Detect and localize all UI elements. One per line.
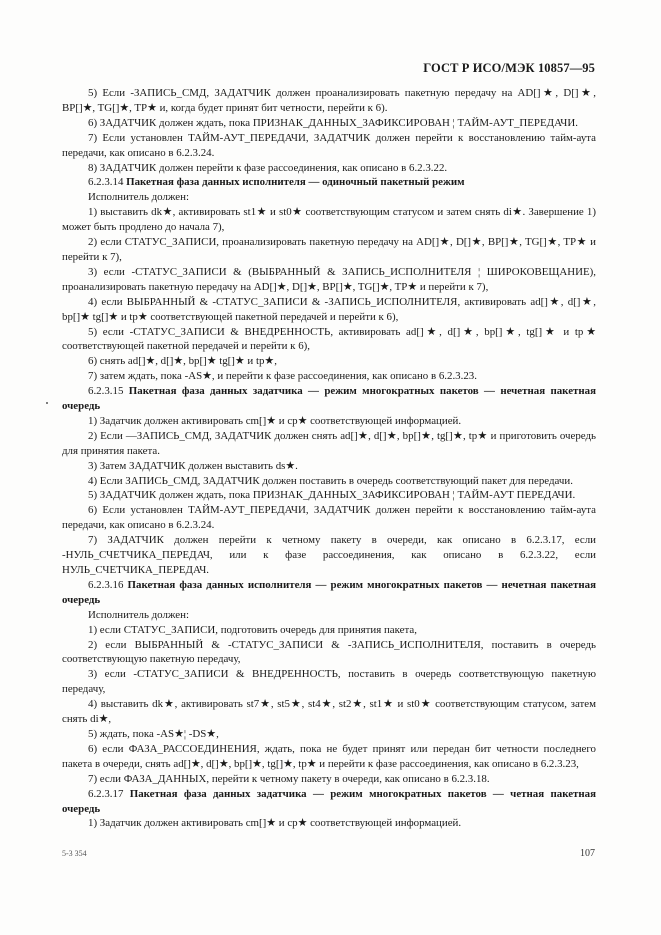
paragraph: 2) если ВЫБРАННЫЙ & -СТАТУС_ЗАПИСИ & -ЗАПИСЬ_ИСПОЛНИТЕЛЯ, поставить в очередь соответствующую пакетную передачу, — [62, 638, 596, 666]
paragraph: 5) ждать, пока -AS★¦ -DS★, — [88, 727, 219, 740]
paragraph: 2) если СТАТУС_ЗАПИСИ, проанализировать пакетную передачу на AD[]★, D[]★, BP[]★, TG[]★, TP★ и перейти к 7), — [62, 236, 596, 263]
paragraph: 1) Задатчик должен активировать cm[]★ и cp★ соответствующей информацией. — [88, 817, 462, 830]
document-body — [62, 86, 596, 831]
section-title: Пакетная фаза данных задатчика — режим многократных пакетов — нечетная пакетная очередь — [62, 385, 596, 413]
paragraph: 1) если СТАТУС_ЗАПИСИ, подготовить очередь для принятия пакета, — [88, 623, 417, 636]
section-number: 6.2.3.15 — [88, 385, 124, 398]
section-number: 6.2.3.17 — [88, 787, 124, 800]
paragraph: 4) выставить dk★, активировать st7★, st5★, st4★, st2★, st1★ и st0★ соответствующим статусом, затем снять di★, — [62, 698, 596, 726]
section-number: 6.2.3.14 — [88, 176, 124, 189]
paragraph: 6) ЗАДАТЧИК должен ждать, пока ПРИЗНАК_ДАННЫХ_ЗАФИКСИРОВАН ¦ ТАЙМ-АУТ_ПЕРЕДАЧИ. — [88, 116, 578, 129]
section-heading — [62, 787, 596, 817]
paragraph: 1) выставить dk★, активировать st1★ и st0★ соответствующим статусом и затем снять di★. Завершение 1) может быть продлено до начала 7), — [62, 206, 596, 234]
paragraph: Исполнитель должен: — [88, 191, 189, 204]
paragraph: 5) Если -ЗАПИСЬ_СМД, ЗАДАТЧИК должен проанализировать пакетную передачу на AD[]★, D[]★, BP[]★, TG[]★, TP★ и, когда будет принят бит четности, перейти к 6). — [62, 87, 596, 114]
standard-header: ГОСТ Р ИСО/МЭК 10857—95 — [423, 61, 595, 75]
paragraph: 3) если -СТАТУС_ЗАПИСИ & ВНЕДРЕННОСТЬ, поставить в очередь соответствующую пакетную передачу, — [62, 668, 596, 696]
paragraph: 6) снять ad[]★, d[]★, bp[]★ tg[]★ и tp★, — [88, 355, 277, 368]
paragraph: 4) если ВЫБРАННЫЙ & -СТАТУС_ЗАПИСИ & -ЗАПИСЬ_ИСПОЛНИТЕЛЯ, активировать ad[]★, d[]★, bp[]★ tg[]★ и tp★ соответствующей пакетной передачей и перейти к 6), — [62, 295, 596, 323]
margin-dot — [46, 402, 48, 404]
paragraph: Исполнитель должен: — [88, 608, 189, 621]
paragraph: 3) Затем ЗАДАТЧИК должен выставить ds★. — [88, 459, 298, 472]
page-number: 107 — [580, 848, 595, 859]
paragraph: 7) Если установлен ТАЙМ-АУТ_ПЕРЕДАЧИ, ЗАДАТЧИК должен перейти к восстановлению тайм-аута передачи, как описано в 6.2.3.24. — [62, 131, 596, 159]
footer-print-mark: 5-3 354 — [62, 849, 87, 858]
section-number: 6.2.3.16 — [88, 578, 124, 591]
section-title: Пакетная фаза данных исполнителя — одиночный пакетный режим — [126, 176, 465, 189]
paragraph: 5) если -СТАТУС_ЗАПИСИ & ВНЕДРЕННОСТЬ, активировать ad[]★, d[]★, bp[]★, tg[]★ и tp★ соответствующей пакетной передачей и перейти к 6), — [62, 325, 596, 353]
paragraph: 7) ЗАДАТЧИК должен перейти к четному пакету в очереди, как описано в 6.2.3.17, если -НУЛЬ_СЧЕТЧИКА_ПЕРЕДАЧ, или к фазе рассоединения, как описано в 6.2.3.22, если НУЛЬ_СЧЕТЧИКА_ПЕРЕДАЧ. — [62, 534, 596, 576]
paragraph: 6) Если установлен ТАЙМ-АУТ_ПЕРЕДАЧИ, ЗАДАТЧИК должен перейти к восстановлению тайм-аута передачи, как описано в 6.2.3.24. — [62, 504, 596, 532]
section-heading — [62, 384, 596, 414]
section-heading — [62, 175, 596, 190]
paragraph: 6) если ФАЗА_РАССОЕДИНЕНИЯ, ждать, пока не будет принят или передан бит четности последнего пакета в очереди, снять ad[]★, d[]★, bp[]★, tg[]★, tp★ и перейти к фазе рассоединения, как описано в 6.2.3.23, — [62, 742, 596, 770]
paragraph: 2) Если —ЗАПИСЬ_СМД, ЗАДАТЧИК должен снять ad[]★, d[]★, bp[]★, tg[]★, tp★ и приготовить очередь для принятия пакета. — [62, 429, 596, 457]
paragraph: 7) если ФАЗА_ДАННЫХ, перейти к четному пакету в очереди, как описано в 6.2.3.18. — [88, 772, 490, 785]
paragraph: 5) ЗАДАТЧИК должен ждать, пока ПРИЗНАК_ДАННЫХ_ЗАФИКСИРОВАН ¦ ТАЙМ-АУТ ПЕРЕДАЧИ. — [88, 489, 576, 502]
paragraph: 1) Задатчик должен активировать cm[]★ и cp★ соответствующей информацией. — [88, 414, 462, 427]
section-title: Пакетная фаза данных задатчика — режим многократных пакетов — четная пакетная очередь — [62, 787, 596, 815]
paragraph: 4) Если ЗАПИСЬ_СМД, ЗАДАТЧИК должен поставить в очередь соответствующий пакет для передачи. — [88, 474, 573, 487]
paragraph: 8) ЗАДАТЧИК должен перейти к фазе рассоединения, как описано в 6.2.3.22. — [88, 161, 448, 174]
paragraph: 3) если -СТАТУС_ЗАПИСИ & (ВЫБРАННЫЙ & ЗАПИСЬ_ИСПОЛНИТЕЛЯ ¦ ШИРОКОВЕЩАНИЕ), проанализировать пакетную передачу на AD[]★, D[]★, BP[]★, TG[]★, TP★ и перейти к 7), — [62, 265, 596, 293]
section-title: Пакетная фаза данных исполнителя — режим многократных пакетов — нечетная пакетная очередь — [62, 578, 596, 606]
section-heading — [62, 578, 596, 608]
paragraph: 7) затем ждать, пока -AS★, и перейти к фазе рассоединения, как описано в 6.2.3.23. — [88, 370, 477, 383]
